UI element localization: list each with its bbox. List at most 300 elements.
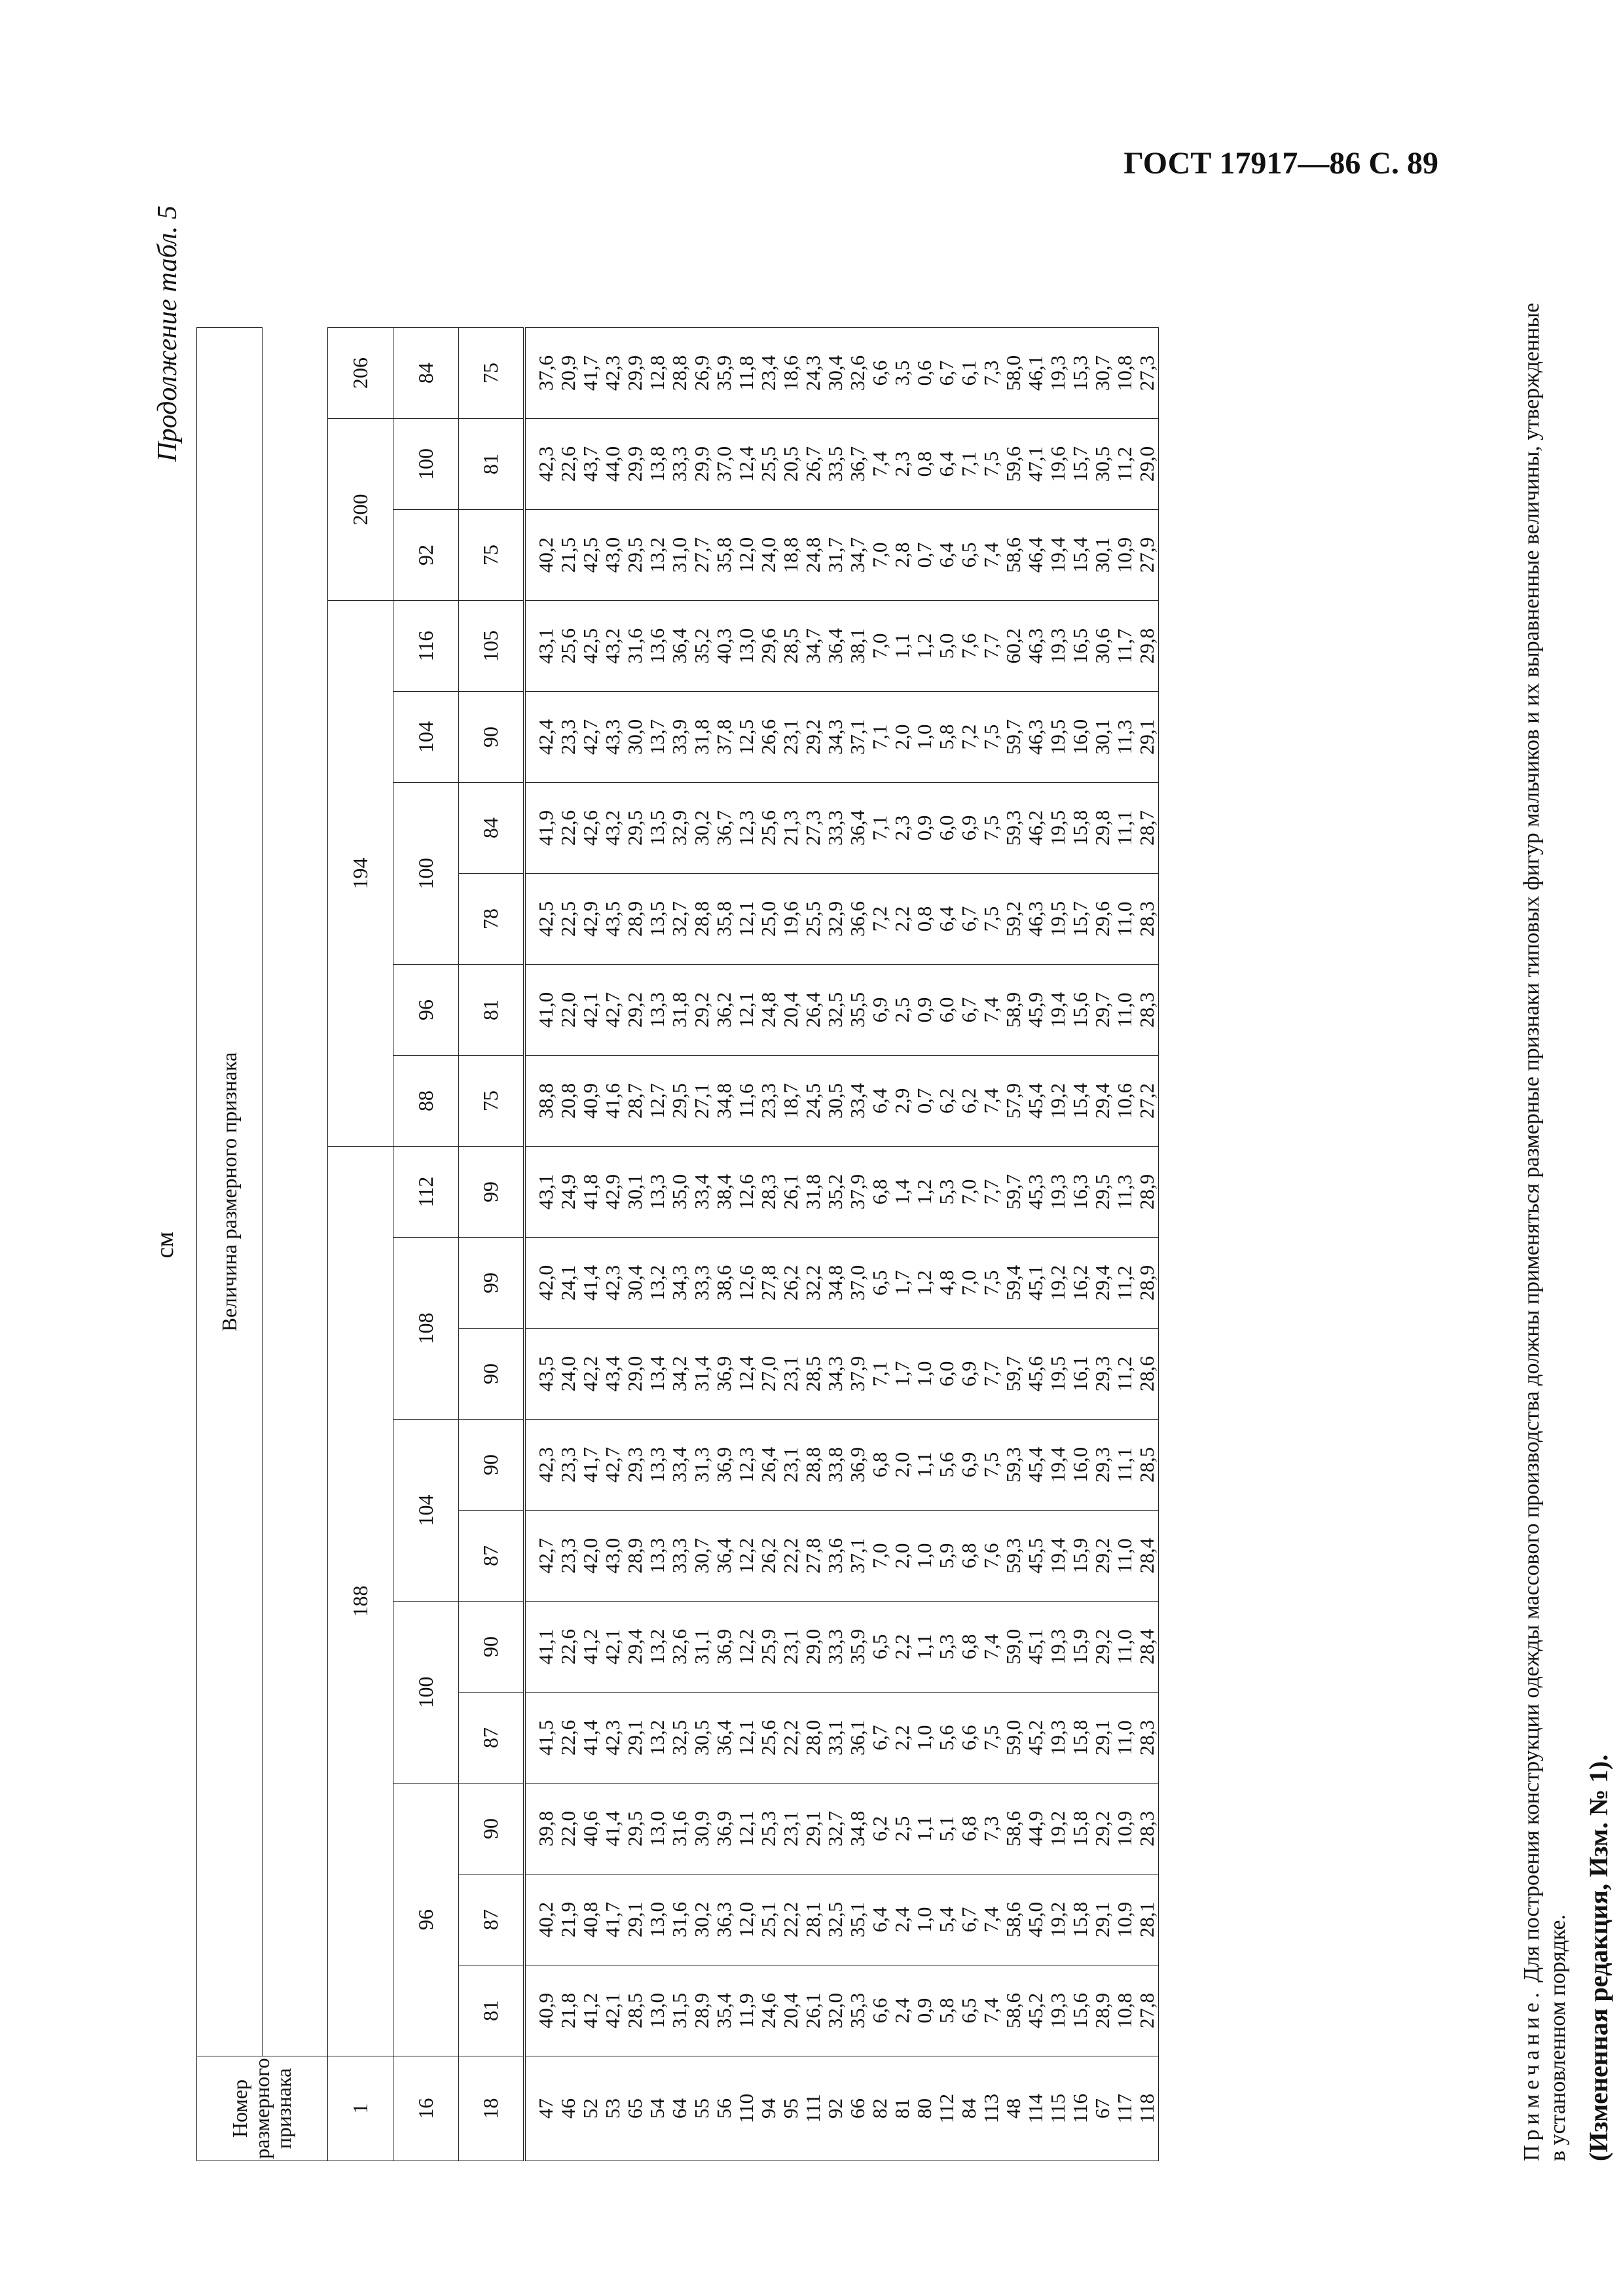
value-cell: 6,9 (958, 1420, 980, 1511)
sign-number-cell: 54 (646, 2056, 668, 2161)
value-cell: 5,8 (936, 692, 958, 783)
table-row (691, 328, 713, 2161)
value-cell: 31,7 (824, 510, 847, 601)
value-cell: 12,7 (646, 1056, 668, 1147)
value-cell: 59,3 (1002, 1511, 1025, 1602)
value-cell: 11,9 (735, 1965, 757, 2056)
value-cell: 2,5 (891, 1784, 913, 1874)
value-cell: 19,5 (1047, 783, 1069, 874)
value-cell: 25,6 (557, 601, 579, 692)
value-cell: 6,7 (869, 1693, 891, 1784)
value-cell: 11,2 (1114, 1329, 1136, 1420)
value-cell: 32,5 (668, 1693, 691, 1784)
sign-number-cell: 92 (824, 2056, 847, 2161)
value-cell: 29,5 (624, 510, 646, 601)
value-cell: 31,1 (691, 1602, 713, 1693)
value-cell: 6,4 (936, 510, 958, 601)
value-cell: 24,0 (757, 510, 780, 601)
value-cell: 28,9 (624, 1511, 646, 1602)
value-cell: 1,7 (891, 1329, 913, 1420)
value-cell: 37,0 (713, 419, 735, 510)
value-cell: 20,5 (780, 419, 802, 510)
value-cell: 32,6 (847, 328, 869, 419)
value-cell: 34,3 (668, 1238, 691, 1329)
header-cell: 81 (459, 1965, 524, 2056)
value-cell: 31,6 (668, 1874, 691, 1965)
value-cell: 31,4 (691, 1329, 713, 1420)
value-cell: 12,6 (735, 1147, 757, 1238)
value-cell: 33,8 (824, 1420, 847, 1511)
value-cell: 45,9 (1025, 965, 1047, 1056)
value-cell: 37,8 (713, 692, 735, 783)
value-cell: 42,7 (602, 965, 624, 1056)
value-cell: 15,3 (1069, 328, 1091, 419)
value-cell: 36,9 (847, 1420, 869, 1511)
table-row (1091, 328, 1114, 2161)
value-cell: 1,7 (891, 1238, 913, 1329)
value-cell: 32,7 (668, 874, 691, 965)
value-cell: 15,9 (1069, 1511, 1091, 1602)
value-cell: 13,2 (646, 1602, 668, 1693)
value-cell: 10,9 (1114, 1874, 1136, 1965)
header-cell: 90 (459, 1602, 524, 1693)
table-row (713, 328, 735, 2161)
value-cell: 34,7 (847, 510, 869, 601)
value-cell: 7,0 (958, 1238, 980, 1329)
value-cell: 0,7 (913, 1056, 936, 1147)
header-cell: 81 (459, 965, 524, 1056)
value-cell: 43,2 (602, 783, 624, 874)
value-cell: 0,7 (913, 510, 936, 601)
value-cell: 7,4 (869, 419, 891, 510)
value-cell: 23,4 (757, 328, 780, 419)
table-row (936, 328, 958, 2161)
value-cell: 7,1 (869, 692, 891, 783)
value-cell: 35,9 (713, 328, 735, 419)
value-cell: 40,2 (524, 510, 557, 601)
header-cell: 104 (393, 1420, 459, 1602)
sign-number-cell: 55 (691, 2056, 713, 2161)
value-cell: 16,5 (1069, 601, 1091, 692)
value-cell: 13,2 (646, 1693, 668, 1784)
value-cell: 23,1 (780, 692, 802, 783)
sign-number-cell: 115 (1047, 2056, 1069, 2161)
value-cell: 5,6 (936, 1420, 958, 1511)
sign-number-cell: 47 (524, 2056, 557, 2161)
value-cell: 5,3 (936, 1602, 958, 1693)
value-cell: 30,4 (824, 328, 847, 419)
value-cell: 6,1 (958, 328, 980, 419)
value-cell: 18,6 (780, 328, 802, 419)
value-cell: 59,7 (1002, 692, 1025, 783)
value-cell: 13,5 (646, 874, 668, 965)
header-cell: 96 (393, 965, 459, 1056)
sign-number-cell: 117 (1114, 2056, 1136, 2161)
value-cell: 43,5 (602, 874, 624, 965)
value-cell: 42,5 (579, 510, 602, 601)
value-cell: 33,9 (668, 692, 691, 783)
header-cell: 194 (328, 601, 393, 1147)
value-cell: 11,0 (1114, 1511, 1136, 1602)
value-cell: 36,9 (713, 1602, 735, 1693)
value-cell: 35,2 (824, 1147, 847, 1238)
header-cell: 18 (459, 2056, 524, 2161)
value-cell: 35,4 (713, 1965, 735, 2056)
value-cell: 29,2 (1091, 1602, 1114, 1693)
value-cell: 5,8 (936, 1965, 958, 2056)
value-cell: 45,1 (1025, 1238, 1047, 1329)
value-cell: 37,9 (847, 1147, 869, 1238)
sign-number-cell: 66 (847, 2056, 869, 2161)
value-cell: 41,4 (579, 1693, 602, 1784)
value-cell: 59,0 (1002, 1602, 1025, 1693)
continuation-label: Продолжение табл. 5 (153, 206, 183, 462)
table-row (602, 328, 624, 2161)
value-cell: 24,8 (802, 510, 824, 601)
value-cell: 32,5 (824, 1874, 847, 1965)
header-cell: 87 (459, 1874, 524, 1965)
table-row (624, 328, 646, 2161)
value-cell: 42,6 (579, 783, 602, 874)
value-cell: 30,2 (691, 1874, 713, 1965)
value-cell: 42,1 (602, 1965, 624, 2056)
value-cell: 7,6 (980, 1511, 1002, 1602)
value-cell: 33,3 (668, 419, 691, 510)
value-cell: 43,7 (579, 419, 602, 510)
value-cell: 27,9 (1136, 510, 1159, 601)
value-cell: 25,0 (757, 874, 780, 965)
sign-number-cell: 48 (1002, 2056, 1025, 2161)
value-cell: 25,5 (757, 419, 780, 510)
value-cell: 28,3 (1136, 965, 1159, 1056)
value-cell: 6,7 (936, 328, 958, 419)
value-cell: 6,7 (958, 1874, 980, 1965)
value-cell: 16,1 (1069, 1329, 1091, 1420)
value-cell: 34,8 (847, 1784, 869, 1874)
value-cell: 30,4 (624, 1238, 646, 1329)
value-cell: 45,3 (1025, 1147, 1047, 1238)
value-cell: 15,6 (1069, 965, 1091, 1056)
value-cell: 45,4 (1025, 1056, 1047, 1147)
table-row (1047, 328, 1069, 2161)
value-cell: 58,6 (1002, 1965, 1025, 2056)
value-cell: 7,4 (980, 1874, 1002, 1965)
value-cell: 32,9 (668, 783, 691, 874)
value-cell: 11,7 (1114, 601, 1136, 692)
value-cell: 0,9 (913, 783, 936, 874)
group-header: Величина размерного признака (197, 328, 263, 2056)
value-cell: 29,3 (624, 1420, 646, 1511)
value-cell: 6,4 (936, 419, 958, 510)
value-cell: 26,1 (780, 1147, 802, 1238)
value-cell: 36,9 (713, 1784, 735, 1874)
table-row (557, 328, 579, 2161)
value-cell: 6,7 (958, 965, 980, 1056)
header-cell: 104 (393, 692, 459, 783)
value-cell: 30,5 (824, 1056, 847, 1147)
value-cell: 23,1 (780, 1784, 802, 1874)
sign-number-cell: 84 (958, 2056, 980, 2161)
value-cell: 5,1 (936, 1784, 958, 1874)
value-cell: 38,1 (847, 601, 869, 692)
value-cell: 5,4 (936, 1874, 958, 1965)
value-cell: 12,2 (735, 1602, 757, 1693)
value-cell: 20,4 (780, 965, 802, 1056)
header-cell: 90 (459, 1784, 524, 1874)
value-cell: 42,3 (524, 419, 557, 510)
sign-number-cell: 64 (668, 2056, 691, 2161)
value-cell: 11,8 (735, 328, 757, 419)
value-cell: 6,2 (869, 1784, 891, 1874)
value-cell: 29,2 (1091, 1784, 1114, 1874)
value-cell: 27,8 (1136, 1965, 1159, 2056)
value-cell: 33,6 (824, 1511, 847, 1602)
value-cell: 6,4 (869, 1874, 891, 1965)
value-cell: 41,4 (602, 1784, 624, 1874)
value-cell: 29,5 (624, 1784, 646, 1874)
value-cell: 42,9 (579, 874, 602, 965)
value-cell: 30,0 (624, 692, 646, 783)
value-cell: 15,7 (1069, 419, 1091, 510)
value-cell: 7,0 (869, 510, 891, 601)
sign-number-cell: 94 (757, 2056, 780, 2161)
value-cell: 2,2 (891, 1602, 913, 1693)
value-cell: 13,2 (646, 510, 668, 601)
value-cell: 42,7 (524, 1511, 557, 1602)
value-cell: 7,5 (980, 1693, 1002, 1784)
value-cell: 45,0 (1025, 1874, 1047, 1965)
value-cell: 29,4 (624, 1602, 646, 1693)
value-cell: 25,5 (802, 874, 824, 965)
value-cell: 27,0 (757, 1329, 780, 1420)
value-cell: 25,9 (757, 1602, 780, 1693)
value-cell: 28,3 (1136, 1784, 1159, 1874)
value-cell: 33,3 (691, 1238, 713, 1329)
value-cell: 2,9 (891, 1056, 913, 1147)
value-cell: 30,7 (691, 1511, 713, 1602)
value-cell: 7,5 (980, 1238, 1002, 1329)
value-cell: 1,0 (913, 1329, 936, 1420)
value-cell: 42,3 (602, 1693, 624, 1784)
value-cell: 36,4 (847, 783, 869, 874)
value-cell: 29,1 (624, 1874, 646, 1965)
value-cell: 12,6 (735, 1238, 757, 1329)
value-cell: 7,1 (869, 1329, 891, 1420)
value-cell: 29,1 (1136, 692, 1159, 783)
table-row (524, 328, 557, 2161)
value-cell: 31,8 (668, 965, 691, 1056)
value-cell: 28,7 (624, 1056, 646, 1147)
value-cell: 46,3 (1025, 692, 1047, 783)
value-cell: 41,5 (524, 1693, 557, 1784)
value-cell: 33,5 (824, 419, 847, 510)
value-cell: 12,1 (735, 1693, 757, 1784)
value-cell: 46,3 (1025, 601, 1047, 692)
value-cell: 37,1 (847, 692, 869, 783)
sign-number-cell: 46 (557, 2056, 579, 2161)
value-cell: 27,3 (802, 783, 824, 874)
value-cell: 19,4 (1047, 1420, 1069, 1511)
value-cell: 21,8 (557, 1965, 579, 2056)
value-cell: 12,3 (735, 783, 757, 874)
value-cell: 42,2 (579, 1329, 602, 1420)
value-cell: 59,3 (1002, 1420, 1025, 1511)
header-cell: 206 (328, 328, 393, 419)
value-cell: 13,3 (646, 1511, 668, 1602)
header-cell: 75 (459, 1056, 524, 1147)
value-cell: 12,3 (735, 1420, 757, 1511)
value-cell: 7,5 (980, 692, 1002, 783)
value-cell: 34,3 (824, 1329, 847, 1420)
header-cell: 84 (459, 783, 524, 874)
value-cell: 23,3 (557, 692, 579, 783)
value-cell: 6,9 (958, 1329, 980, 1420)
value-cell: 2,8 (891, 510, 913, 601)
value-cell: 31,0 (668, 510, 691, 601)
value-cell: 10,8 (1114, 1965, 1136, 2056)
value-cell: 41,9 (524, 783, 557, 874)
value-cell: 40,9 (579, 1056, 602, 1147)
value-cell: 33,3 (824, 1602, 847, 1693)
value-cell: 28,8 (668, 328, 691, 419)
value-cell: 45,1 (1025, 1602, 1047, 1693)
value-cell: 16,0 (1069, 1420, 1091, 1511)
value-cell: 21,9 (557, 1874, 579, 1965)
value-cell: 42,3 (602, 328, 624, 419)
value-cell: 6,8 (958, 1511, 980, 1602)
value-cell: 1,0 (913, 692, 936, 783)
table-row (1069, 328, 1091, 2161)
value-cell: 31,8 (691, 692, 713, 783)
value-cell: 1,1 (913, 1784, 936, 1874)
value-cell: 7,2 (869, 874, 891, 965)
value-cell: 30,1 (1091, 692, 1114, 783)
value-cell: 1,0 (913, 1693, 936, 1784)
value-cell: 30,1 (1091, 510, 1114, 601)
value-cell: 42,3 (524, 1420, 557, 1511)
value-cell: 19,3 (1047, 328, 1069, 419)
value-cell: 23,3 (557, 1420, 579, 1511)
value-cell: 7,5 (980, 419, 1002, 510)
value-cell: 16,2 (1069, 1238, 1091, 1329)
value-cell: 15,4 (1069, 510, 1091, 601)
value-cell: 29,3 (1091, 1420, 1114, 1511)
value-cell: 40,6 (579, 1784, 602, 1874)
value-cell: 7,0 (958, 1147, 980, 1238)
table-row (1025, 328, 1047, 2161)
table-row (579, 328, 602, 2161)
value-cell: 28,4 (1136, 1602, 1159, 1693)
value-cell: 13,3 (646, 1147, 668, 1238)
value-cell: 6,8 (958, 1784, 980, 1874)
value-cell: 12,0 (735, 1874, 757, 1965)
value-cell: 19,3 (1047, 601, 1069, 692)
table-row (1002, 328, 1025, 2161)
value-cell: 58,6 (1002, 510, 1025, 601)
unit-label: см (151, 1231, 179, 1259)
value-cell: 28,3 (1136, 1693, 1159, 1784)
value-cell: 2,0 (891, 692, 913, 783)
value-cell: 29,5 (1091, 1147, 1114, 1238)
value-cell: 22,6 (557, 783, 579, 874)
value-cell: 36,6 (847, 874, 869, 965)
value-cell: 43,3 (602, 692, 624, 783)
value-cell: 59,6 (1002, 419, 1025, 510)
value-cell: 43,1 (524, 1147, 557, 1238)
value-cell: 34,3 (824, 692, 847, 783)
value-cell: 12,1 (735, 1784, 757, 1874)
value-cell: 37,6 (524, 328, 557, 419)
value-cell: 24,3 (802, 328, 824, 419)
value-cell: 60,2 (1002, 601, 1025, 692)
value-cell: 0,8 (913, 419, 936, 510)
value-cell: 2,3 (891, 783, 913, 874)
value-cell: 30,6 (1091, 601, 1114, 692)
sign-number-cell: 80 (913, 2056, 936, 2161)
value-cell: 36,7 (847, 419, 869, 510)
sign-number-cell: 110 (735, 2056, 757, 2161)
value-cell: 15,8 (1069, 1784, 1091, 1874)
value-cell: 33,3 (668, 1511, 691, 1602)
value-cell: 23,1 (780, 1420, 802, 1511)
value-cell: 11,3 (1114, 692, 1136, 783)
value-cell: 22,6 (557, 1602, 579, 1693)
value-cell: 19,5 (1047, 1329, 1069, 1420)
value-cell: 41,6 (602, 1056, 624, 1147)
sign-number-cell: 81 (891, 2056, 913, 2161)
value-cell: 42,5 (579, 601, 602, 692)
value-cell: 23,3 (557, 1511, 579, 1602)
value-cell: 10,9 (1114, 1784, 1136, 1874)
value-cell: 11,0 (1114, 874, 1136, 965)
value-cell: 11,1 (1114, 783, 1136, 874)
value-cell: 5,0 (936, 601, 958, 692)
value-cell: 7,7 (980, 601, 1002, 692)
value-cell: 44,9 (1025, 1784, 1047, 1874)
value-cell: 28,9 (1136, 1147, 1159, 1238)
value-cell: 32,6 (668, 1602, 691, 1693)
value-cell: 2,0 (891, 1511, 913, 1602)
value-cell: 21,5 (557, 510, 579, 601)
value-cell: 28,5 (1136, 1420, 1159, 1511)
value-cell: 58,9 (1002, 965, 1025, 1056)
value-cell: 1,0 (913, 1511, 936, 1602)
value-cell: 29,1 (802, 1784, 824, 1874)
value-cell: 40,3 (713, 601, 735, 692)
value-cell: 30,2 (691, 783, 713, 874)
value-cell: 36,4 (713, 1511, 735, 1602)
value-cell: 28,1 (802, 1874, 824, 1965)
value-cell: 59,3 (1002, 783, 1025, 874)
sign-number-cell: 118 (1136, 2056, 1159, 2161)
header-cell: 84 (393, 328, 459, 419)
value-cell: 19,5 (1047, 692, 1069, 783)
value-cell: 35,5 (847, 965, 869, 1056)
value-cell: 7,4 (980, 510, 1002, 601)
value-cell: 34,8 (824, 1238, 847, 1329)
value-cell: 57,9 (1002, 1056, 1025, 1147)
value-cell: 19,2 (1047, 1874, 1069, 1965)
value-cell: 34,7 (802, 601, 824, 692)
value-cell: 13,0 (646, 1784, 668, 1874)
value-cell: 41,7 (602, 1874, 624, 1965)
value-cell: 22,2 (780, 1874, 802, 1965)
value-cell: 30,5 (1091, 419, 1114, 510)
table-row (668, 328, 691, 2161)
value-cell: 23,1 (780, 1602, 802, 1693)
value-cell: 27,1 (691, 1056, 713, 1147)
value-cell: 5,6 (936, 1693, 958, 1784)
